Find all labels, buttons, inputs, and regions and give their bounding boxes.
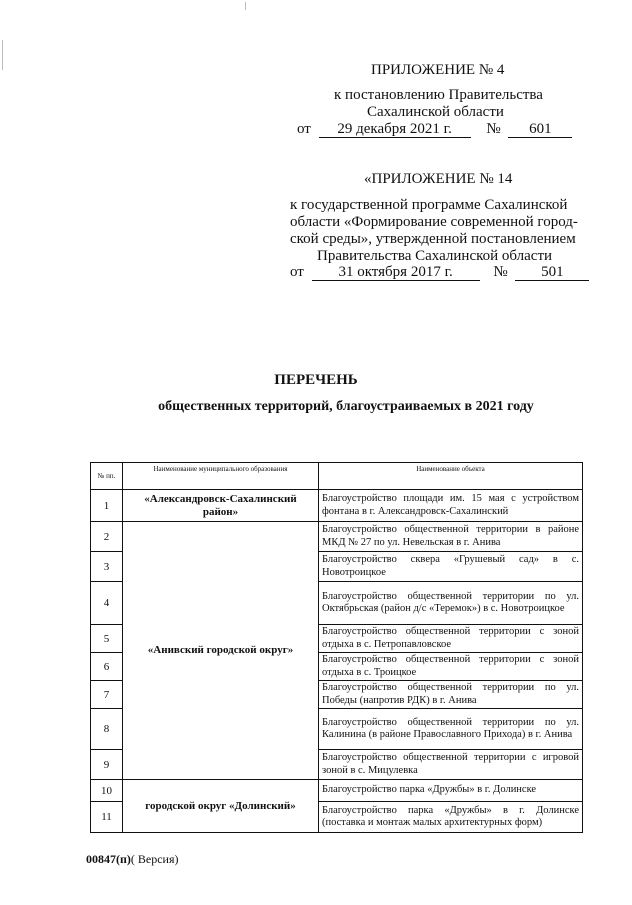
- col-header-num: № пп.: [91, 463, 123, 490]
- row-number: 4: [91, 582, 123, 625]
- object-cell: Благоустройство парка «Дружбы» в г. Долинске (поставка и монтаж малых архитектурных форм): [319, 802, 583, 833]
- row-number: 7: [91, 681, 123, 709]
- number-label: №: [486, 121, 501, 137]
- object-cell: Благоустройство площади им. 15 мая с устройством фонтана в г. Александровск-Сахалинский: [319, 490, 583, 522]
- row-number: 1: [91, 490, 123, 522]
- object-cell: Благоустройство общественной территории с игровой зоной в с. Мицулевка: [319, 750, 583, 780]
- object-cell: Благоустройство общественной территории с зоной отдыха в с. Троицкое: [319, 653, 583, 681]
- appendix-4-title: ПРИЛОЖЕНИЕ № 4: [371, 62, 505, 78]
- row-number: 3: [91, 552, 123, 582]
- from-label-2: от: [290, 264, 304, 280]
- col-header-municipality: Наименование муниципального образования: [123, 463, 319, 490]
- row-number: 2: [91, 522, 123, 552]
- row-number: 5: [91, 625, 123, 653]
- decree-number: 601: [508, 121, 572, 138]
- row-number: 6: [91, 653, 123, 681]
- from-label: от: [297, 121, 311, 137]
- program-number: 501: [515, 264, 589, 281]
- object-cell: Благоустройство парка «Дружбы» в г. Долинске: [319, 780, 583, 802]
- appendix-14-line3: ской среды», утвержденной постановлением: [290, 231, 576, 247]
- municipality-cell: «Александровск-Сахалинский район»: [123, 490, 319, 522]
- appendix-4-line1: к постановлению Правительства: [334, 87, 543, 103]
- row-number: 9: [91, 750, 123, 780]
- scan-mark: [245, 2, 246, 10]
- municipality-cell: городской округ «Долинский»: [123, 780, 319, 833]
- object-cell: Благоустройство общественной территории по ул. Октябрьская (район д/с «Теремок») в с. Новотроицкое: [319, 582, 583, 625]
- program-date: 31 октября 2017 г.: [312, 264, 480, 281]
- territories-table: [90, 462, 583, 833]
- appendix-14-line2: области «Формирование современной город-: [290, 214, 578, 230]
- doc-version: ( Версия): [130, 852, 179, 866]
- appendix-4-line2: Сахалинской области: [367, 104, 504, 120]
- table-row: [91, 522, 583, 552]
- municipality-cell: «Анивский городской округ»: [123, 522, 319, 780]
- list-title: ПЕРЕЧЕНЬ: [274, 372, 358, 388]
- doc-code: 00847(п): [86, 852, 131, 866]
- row-number: 8: [91, 709, 123, 750]
- object-cell: Благоустройство общественной территории по ул. Калинина (в районе Православного Прихода) в г. Анива: [319, 709, 583, 750]
- row-number: 10: [91, 780, 123, 802]
- table-row: [91, 780, 583, 802]
- object-cell: Благоустройство общественной территории в районе МКД № 27 по ул. Невельская в г. Анива: [319, 522, 583, 552]
- col-header-object: Наименование объекта: [319, 463, 583, 490]
- number-label-2: №: [493, 264, 508, 280]
- table-row: [91, 490, 583, 522]
- appendix-14-date-line: [290, 264, 589, 281]
- scan-mark: [2, 40, 3, 70]
- appendix-14-line4: Правительства Сахалинской области: [317, 248, 553, 264]
- table-header-row: [91, 463, 583, 490]
- appendix-14-title: «ПРИЛОЖЕНИЕ № 14: [364, 171, 513, 187]
- list-subtitle: общественных территорий, благоустраиваемых в 2021 году: [158, 399, 534, 414]
- document-code: [86, 852, 179, 867]
- decree-date: 29 декабря 2021 г.: [319, 121, 471, 138]
- object-cell: Благоустройство общественной территории по ул. Победы (напротив РДК) в г. Анива: [319, 681, 583, 709]
- appendix-4-date-line: [297, 121, 572, 138]
- row-number: 11: [91, 802, 123, 833]
- object-cell: Благоустройство общественной территории с зоной отдыха в с. Петропавловское: [319, 625, 583, 653]
- object-cell: Благоустройство сквера «Грушевый сад» в с. Новотроицкое: [319, 552, 583, 582]
- appendix-14-line1: к государственной программе Сахалинской: [290, 197, 568, 213]
